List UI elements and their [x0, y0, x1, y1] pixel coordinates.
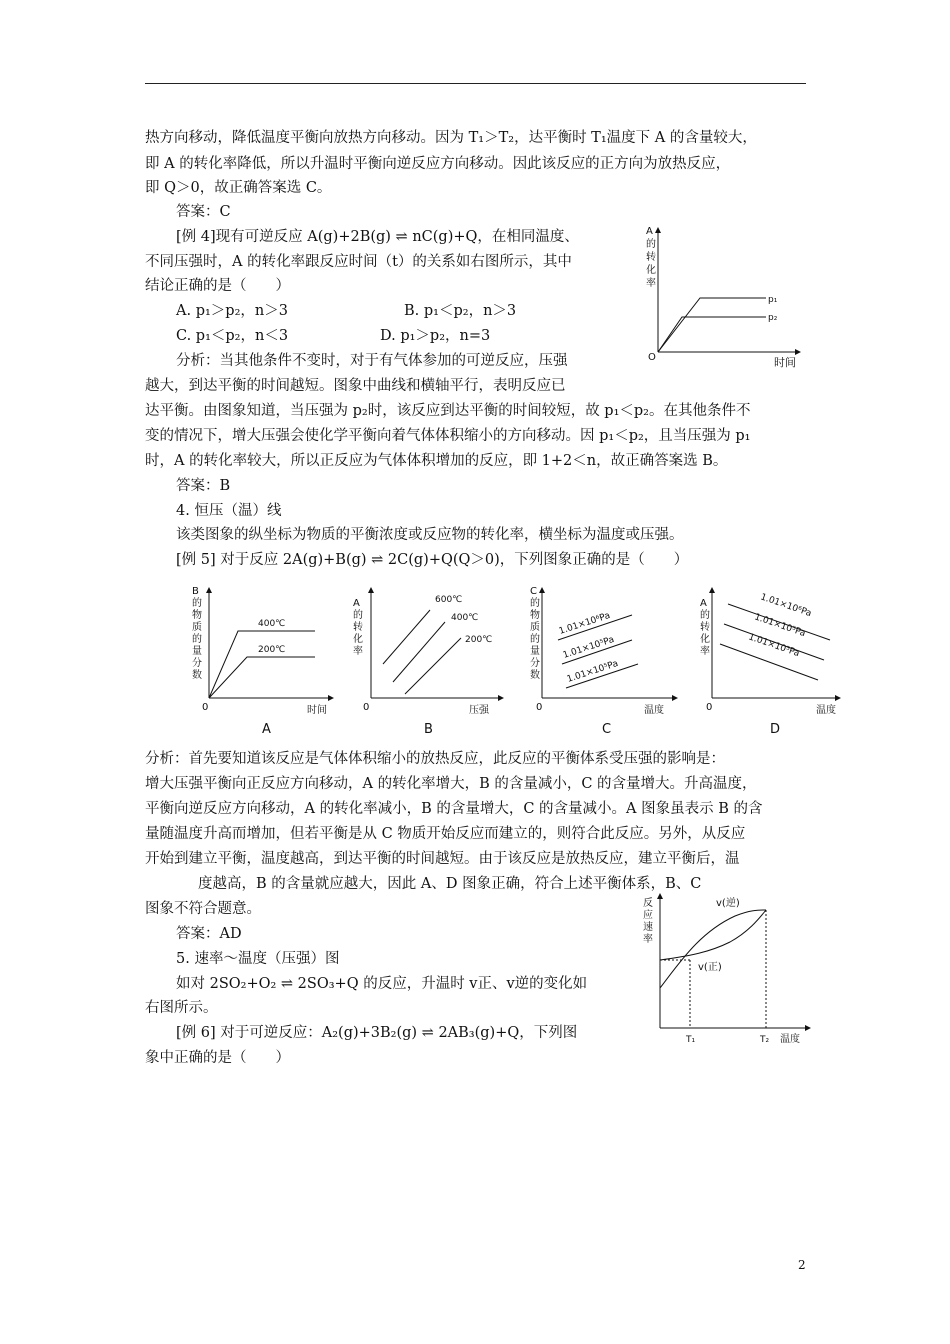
caption-b: B — [424, 722, 433, 737]
curve-400 — [209, 631, 315, 698]
text-line: 图象不符合题意。 — [145, 901, 261, 917]
label-d3: 1.01×10⁵Pa — [747, 632, 801, 660]
svg-text:化: 化 — [353, 634, 363, 645]
text-line: 增大压强平衡向正反应方向移动，A 的转化率增大，B 的含量减小，C 的含量增大。升高温度， — [145, 776, 757, 792]
svg-text:化: 化 — [700, 634, 710, 645]
label-t2: T₂ — [760, 1035, 770, 1045]
answer-line: 答案：AD — [176, 926, 242, 942]
curve-p2 — [658, 317, 766, 352]
answer-line: 答案：B — [176, 478, 231, 494]
curve-200 — [209, 657, 315, 698]
example-5-line: [例 5] 对于反应 2A(g)+B(g) ⇌ 2C(g)+Q(Q＞0)，下列图象正确的是（ ） — [176, 552, 689, 568]
curve-600 — [383, 610, 430, 664]
x-axis-label: 时间 — [774, 356, 796, 369]
text-line: 结论正确的是（ ） — [145, 278, 290, 294]
header-rule — [145, 83, 806, 84]
svg-text:的: 的 — [192, 598, 202, 609]
x-axis-label: 温度 — [816, 705, 836, 716]
svg-text:应: 应 — [643, 910, 653, 921]
svg-text:转: 转 — [700, 622, 710, 633]
x-axis-label: 温度 — [644, 705, 664, 716]
svg-text:反: 反 — [643, 898, 653, 909]
text-line: 右图所示。 — [145, 1000, 218, 1016]
svg-text:量: 量 — [192, 646, 202, 657]
text-line: 开始到建立平衡，温度越高，到达平衡的时间越短。由于该反应是放热反应，建立平衡后，温 — [145, 851, 740, 867]
svg-text:A: A — [646, 226, 653, 237]
figure-example-4 — [620, 222, 810, 372]
text-line: 度越高，B 的含量就应越大，因此 A、D 图象正确，符合上述平衡体系，B、C — [198, 876, 702, 892]
label-600: 600℃ — [435, 595, 463, 605]
x-axis-label: 温度 — [780, 1034, 800, 1045]
text-line: 时，A 的转化率较大，所以正反应为气体体积增加的反应，即 1+2＜n，故正确答案选 B。 — [145, 453, 728, 469]
label-v-forward: v(正) — [698, 962, 722, 973]
svg-text:分: 分 — [192, 658, 202, 669]
svg-text:A: A — [353, 598, 360, 609]
caption-a: A — [262, 722, 271, 737]
x-axis-label: 时间 — [307, 705, 327, 716]
text-line: 象中正确的是（ ） — [145, 1050, 290, 1066]
label-d2: 1.01×10⁵Pa — [753, 612, 807, 640]
svg-text:转: 转 — [646, 252, 656, 263]
text-line: 量随温度升高而增加，但若平衡是从 C 物质开始反应而建立的，则符合此反应。另外，从反应 — [145, 826, 746, 842]
section-heading: 4. 恒压（温）线 — [176, 503, 282, 519]
curve-v-forward — [660, 910, 766, 960]
curve-400 — [393, 622, 445, 682]
svg-text:A: A — [700, 598, 707, 609]
caption-d: D — [770, 722, 781, 737]
text-line: 分析：首先要知道该反应是气体体积缩小的放热反应，此反应的平衡体系受压强的影响是： — [145, 751, 725, 767]
option-a: A. p₁＞p₂，n＞3 — [176, 303, 288, 319]
label-c1: 1.01×10⁶Pa — [557, 610, 612, 637]
label-d1: 1.01×10⁶Pa — [759, 592, 813, 620]
x-axis-label: 压强 — [469, 705, 489, 716]
figure-d — [690, 582, 850, 714]
text-line: 热方向移动，降低温度平衡向放热方向移动。因为 T₁＞T₂，达平衡时 T₁温度下 A 的含量较大， — [145, 130, 757, 146]
option-c: C. p₁＜p₂，n＜3 — [176, 328, 289, 344]
text-line: 如对 2SO₂+O₂ ⇌ 2SO₃+Q 的反应，升温时 v正、v逆的变化如 — [176, 976, 588, 992]
option-b: B. p₁＜p₂，n＞3 — [404, 303, 517, 319]
svg-text:的: 的 — [192, 634, 202, 645]
svg-text:物: 物 — [530, 610, 540, 621]
y-axis-label — [700, 598, 710, 657]
label-v-reverse: v(逆) — [716, 898, 740, 909]
svg-text:数: 数 — [530, 670, 540, 681]
label-p2: p₂ — [768, 313, 778, 323]
figure-c — [520, 582, 680, 714]
text-line: 该类图象的纵坐标为物质的平衡浓度或反应物的转化率，横坐标为温度或压强。 — [176, 527, 684, 543]
example-6-line: [例 6] 对于可逆反应：A₂(g)+3B₂(g) ⇌ 2AB₃(g)+Q，下列图 — [176, 1025, 578, 1041]
label-200: 200℃ — [465, 635, 493, 645]
svg-text:率: 率 — [700, 646, 710, 657]
svg-text:的: 的 — [700, 610, 710, 621]
option-d: D. p₁＞p₂，n=3 — [380, 328, 491, 344]
svg-text:C: C — [530, 586, 537, 597]
label-400: 400℃ — [451, 613, 479, 623]
origin-label: 0 — [706, 702, 713, 713]
text-line: 即 A 的转化率降低，所以升温时平衡向逆反应方向移动。因此该反应的正方向为放热反应， — [145, 156, 731, 172]
y-axis-label — [646, 226, 656, 289]
origin-label: 0 — [363, 702, 370, 713]
svg-text:数: 数 — [192, 670, 202, 681]
svg-text:率: 率 — [643, 934, 653, 945]
label-c3: 1.01×10⁵Pa — [565, 658, 620, 685]
label-p1: p₁ — [768, 295, 778, 305]
svg-text:的: 的 — [353, 610, 363, 621]
svg-text:物: 物 — [192, 610, 202, 621]
svg-text:的: 的 — [530, 634, 540, 645]
text-line: 分析：当其他条件不变时，对于有气体参加的可逆反应，压强 — [176, 353, 568, 369]
svg-text:的: 的 — [530, 598, 540, 609]
figure-b — [345, 582, 505, 714]
origin-label: 0 — [202, 702, 209, 713]
y-axis-label — [643, 896, 653, 945]
example-4-line: [例 4]现有可逆反应 A(g)+2B(g) ⇌ nC(g)+Q，在相同温度、 — [176, 229, 579, 245]
figure-rate-temperature — [640, 892, 810, 1052]
text-line: 不同压强时，A 的转化率跟反应时间（t）的关系如右图所示，其中 — [145, 254, 572, 270]
y-axis-label — [353, 598, 363, 657]
figure-a — [185, 582, 335, 714]
page-number: 2 — [798, 1258, 806, 1272]
answer-line: 答案：C — [176, 204, 231, 220]
caption-c: C — [602, 722, 612, 737]
label-200: 200℃ — [258, 645, 286, 655]
svg-text:速: 速 — [643, 922, 653, 933]
section-heading: 5. 速率～温度（压强）图 — [176, 951, 340, 967]
label-400: 400℃ — [258, 619, 286, 629]
text-line: 越大，到达平衡的时间越短。图象中曲线和横轴平行，表明反应已 — [145, 378, 566, 394]
y-axis-label — [192, 586, 202, 681]
svg-text:质: 质 — [192, 622, 202, 633]
y-axis-label — [530, 586, 540, 681]
text-line: 变的情况下，增大压强会使化学平衡向着气体体积缩小的方向移动。因 p₁＜p₂，且当压强为 p₁ — [145, 428, 751, 444]
origin-label: O — [648, 352, 656, 363]
svg-text:的: 的 — [646, 239, 656, 250]
svg-text:B: B — [192, 586, 199, 597]
text-line: 即 Q＞0，故正确答案选 C。 — [145, 180, 332, 196]
svg-text:化: 化 — [646, 265, 656, 276]
svg-text:质: 质 — [530, 622, 540, 633]
curve-p1 — [658, 298, 766, 352]
text-line: 平衡向逆反应方向移动，A 的转化率减小，B 的含量增大，C 的含量减小。A 图象虽表示 B 的含 — [145, 801, 763, 817]
svg-text:量: 量 — [530, 646, 540, 657]
svg-text:率: 率 — [353, 646, 363, 657]
origin-label: 0 — [536, 702, 543, 713]
svg-text:转: 转 — [353, 622, 363, 633]
label-c2: 1.01×10⁵Pa — [561, 634, 616, 661]
svg-text:率: 率 — [646, 278, 656, 289]
curve-200 — [405, 638, 461, 694]
text-line: 达平衡。由图象知道，当压强为 p₂时，该反应到达平衡的时间较短，故 p₁＜p₂。在其他条件不 — [145, 403, 751, 419]
svg-text:分: 分 — [530, 658, 540, 669]
label-t1: T₁ — [686, 1035, 696, 1045]
